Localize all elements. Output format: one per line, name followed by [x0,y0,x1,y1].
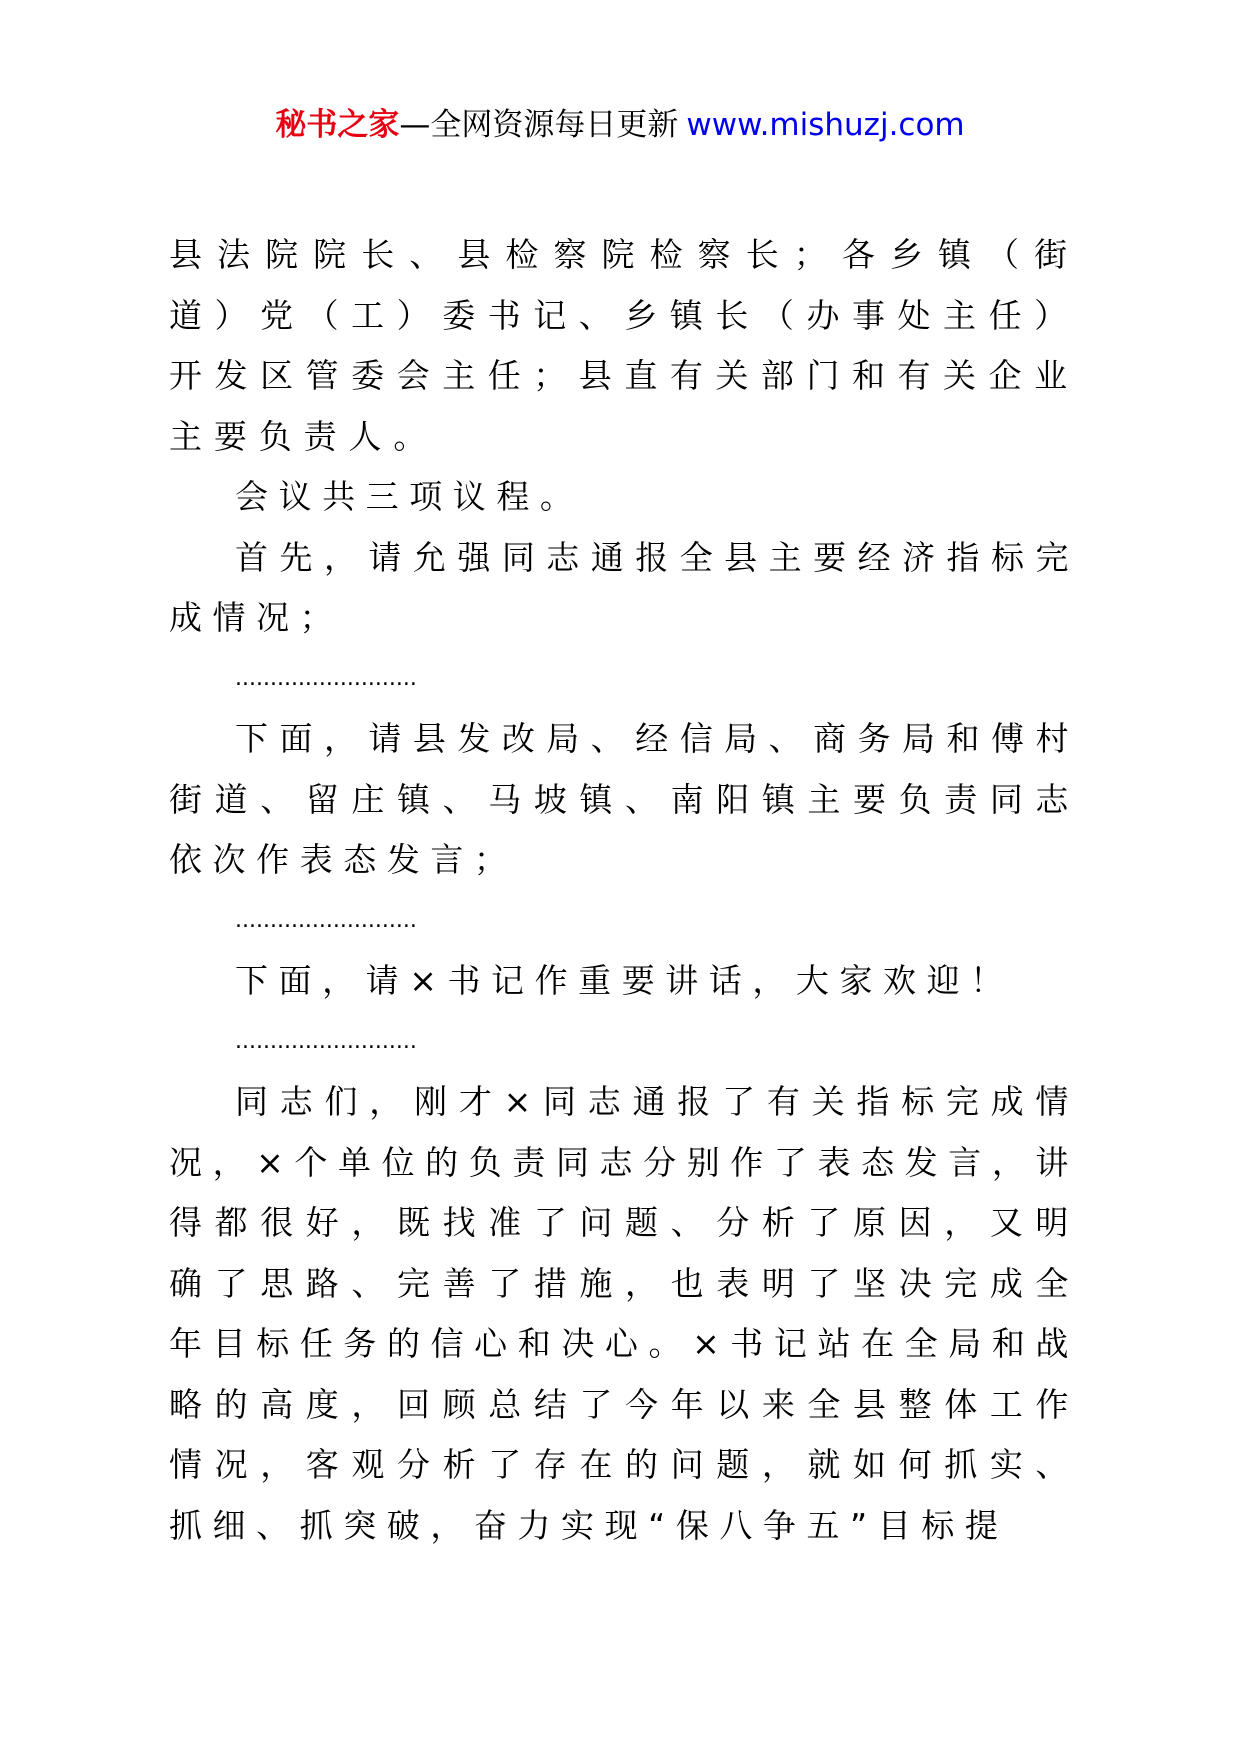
paragraph-agenda: 会议共三项议程。 [235,477,584,516]
document-body [169,225,1079,1556]
ellipsis-separator: .......................... [235,907,417,933]
site-url-link[interactable]: www.mishuzj.com [686,107,965,143]
header-tagline: —全网资源每日更新 [399,107,679,143]
paragraph-second-item: 下面，请县发改局、经信局、商务局和傅村街道、留庄镇、马坡镇、南阳镇主要负责同志依次作表态发言； [169,719,1079,879]
paragraph-summary: 同志们，刚才×同志通报了有关指标完成情况，×个单位的负责同志分别作了表态发言，讲得都很好，既找准了问题、分析了原因，又明确了思路、完善了措施，也表明了坚决完成全年目标任务的信心和决心。×书记站在全局和战略的高度，回顾总结了今年以来全县整体工作情况，客观分析了存在的问题，就如何抓实、抓细、抓突破，奋力实现“保八争五”目标提 [169,1082,1079,1545]
paragraph-first-item: 首先，请允强同志通报全县主要经济指标完成情况； [169,537,1079,637]
ellipsis-separator: .......................... [235,665,417,691]
paragraph-attendees: 县法院院长、县检察院检察长；各乡镇（街道）党（工）委书记、乡镇长（办事处主任）开发区管委会主任；县直有关部门和有关企业主要负责人。 [169,235,1079,456]
paragraph-third-item: 下面，请×书记作重要讲话，大家欢迎！ [235,961,1014,1000]
ellipsis-separator: .......................... [235,1028,417,1054]
brand-name: 秘书之家 [275,107,400,143]
site-header [0,100,1240,150]
